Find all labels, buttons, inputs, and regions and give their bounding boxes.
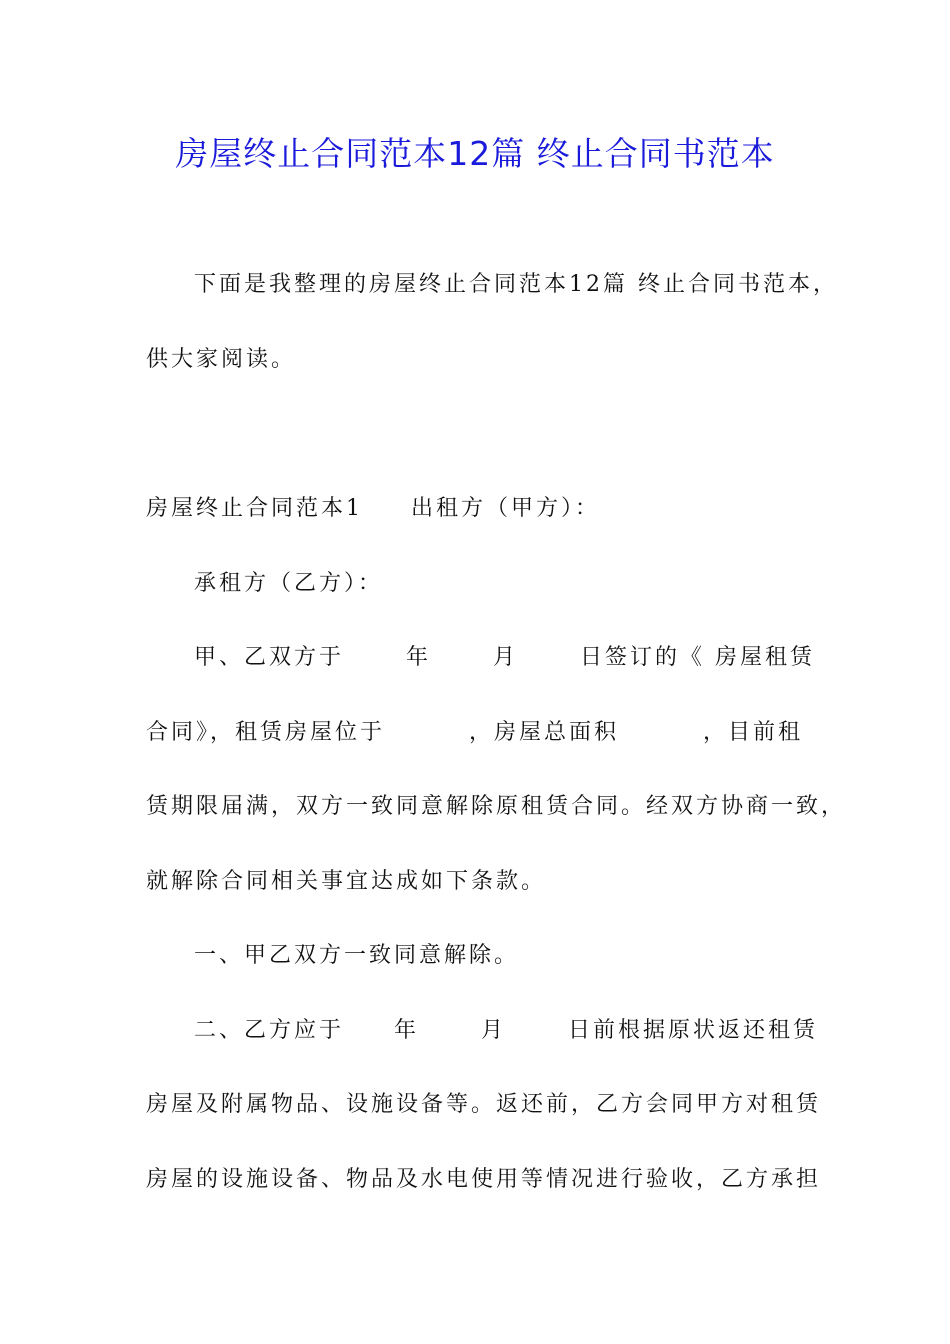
paragraph-1-line-3: 赁期限届满，双方一致同意解除原租赁合同。经双方协商一致， xyxy=(146,794,847,819)
clause-2-line-2: 房屋及附属物品、设施设备等。返还前，乙方会同甲方对租赁 xyxy=(146,1092,822,1117)
p1-text-year: 年 xyxy=(406,645,432,670)
p1-text-a: 甲、乙双方于 xyxy=(194,645,345,670)
document-title: 房屋终止合同范本12篇 终止合同书范本 xyxy=(175,134,775,173)
lessee-label: 承租方（乙方）： xyxy=(194,571,384,596)
paragraph-1-line-4: 就解除合同相关事宜达成如下条款。 xyxy=(146,869,547,894)
paragraph-1-line-1 xyxy=(194,643,815,673)
p1-area-label: ，房屋总面积 xyxy=(469,720,620,745)
clause-2-month: 月 xyxy=(481,1018,507,1043)
section-heading-label: 房屋终止合同范本1 xyxy=(146,496,363,521)
clause-2-text-d: 日前根据原状返还租赁 xyxy=(568,1018,819,1043)
p1-text-d: 日签订的《 房屋租赁 xyxy=(580,645,816,670)
intro-line-1: 下面是我整理的房屋终止合同范本12篇 终止合同书范本， xyxy=(194,272,838,297)
p1-location-label: 合同》，租赁房屋位于 xyxy=(146,720,386,745)
intro-line-2: 供大家阅读。 xyxy=(146,347,297,372)
p1-current-label: ，目前租 xyxy=(703,720,804,745)
paragraph-1-line-2 xyxy=(146,718,803,748)
p1-text-month: 月 xyxy=(493,645,519,670)
clause-1: 一、甲乙双方一致同意解除。 xyxy=(194,943,520,968)
clause-2-line-1 xyxy=(194,1016,818,1046)
clause-2-text-a: 二、乙方应于 xyxy=(194,1018,345,1043)
clause-2-line-3: 房屋的设施设备、物品及水电使用等情况进行验收，乙方承担 xyxy=(146,1167,822,1192)
lessor-label: 出租方（甲方）： xyxy=(411,496,601,521)
clause-2-year: 年 xyxy=(394,1018,420,1043)
section-heading xyxy=(146,494,600,524)
